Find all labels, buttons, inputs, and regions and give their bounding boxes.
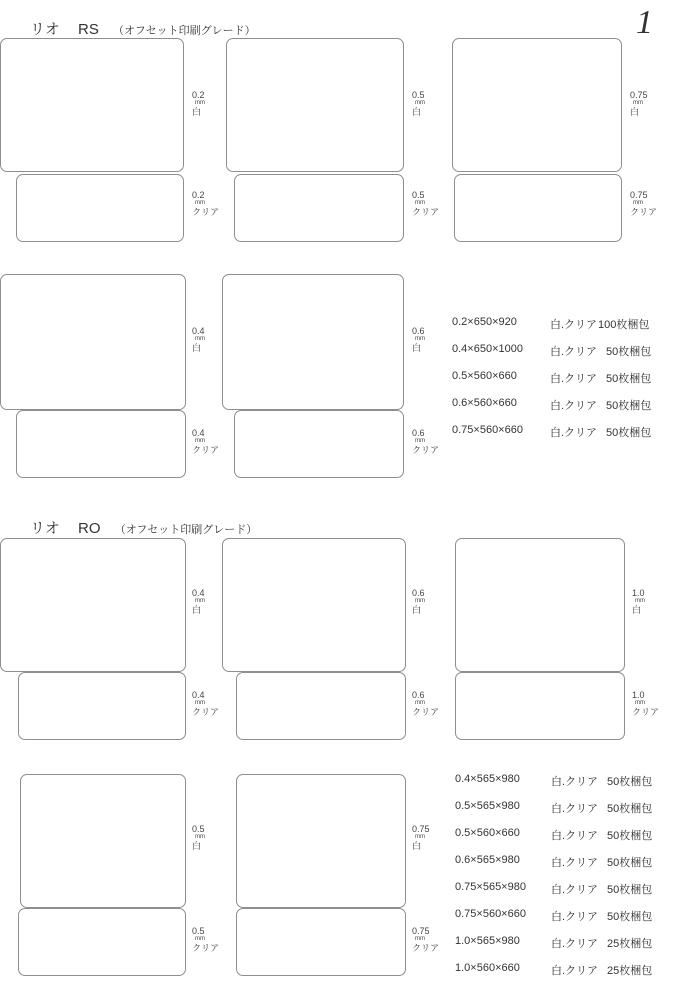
- spec-type: 白.クリア: [551, 965, 599, 977]
- spec-type: 白.クリア: [551, 776, 599, 788]
- sample-swatch-clear: [236, 672, 406, 740]
- spec-table-ro: [455, 773, 667, 989]
- thickness-label: 0.6 mm 白: [412, 588, 425, 616]
- spec-type: 白.クリア: [550, 427, 598, 439]
- sample-swatch-white: [455, 538, 625, 672]
- spec-size: 0.75×560×660: [452, 424, 523, 436]
- spec-type: 白.クリア: [551, 938, 599, 950]
- sample-swatch-clear: [234, 410, 404, 478]
- spec-table-rs: [452, 316, 664, 451]
- thickness-label: 0.5 mm 白: [412, 90, 425, 118]
- thickness-label: 0.5 mm クリア: [192, 926, 220, 954]
- spec-row: [455, 800, 667, 814]
- spec-size: 0.5×560×660: [455, 827, 520, 839]
- spec-row: [452, 424, 664, 438]
- grade-label: （オフセット印刷グレード）: [114, 524, 258, 536]
- thickness-label: 0.5 mm クリア: [412, 190, 440, 218]
- spec-type: 白.クリア: [550, 400, 598, 412]
- thickness-label: 0.6 mm クリア: [412, 428, 440, 456]
- sample-swatch-white: [222, 274, 404, 410]
- grade-label: （オフセット印刷グレード）: [113, 25, 256, 37]
- spec-pack: 50枚梱包: [607, 830, 653, 842]
- thickness-label: 0.5 mm 白: [192, 824, 205, 852]
- spec-row: [452, 343, 664, 357]
- sample-swatch-white: [0, 538, 186, 672]
- spec-pack: 50枚梱包: [606, 427, 652, 439]
- spec-type: 白.クリア: [551, 803, 599, 815]
- sample-swatch-clear: [236, 908, 406, 976]
- spec-size: 0.5×560×660: [452, 370, 517, 382]
- section-title-rs: [30, 18, 256, 39]
- spec-pack: 50枚梱包: [606, 400, 652, 412]
- sample-swatch-white: [452, 38, 622, 172]
- sample-swatch-clear: [234, 174, 404, 242]
- sample-swatch-clear: [455, 672, 625, 740]
- sample-swatch-clear: [16, 174, 184, 242]
- spec-row: [455, 962, 667, 976]
- sample-swatch-clear: [16, 410, 186, 478]
- spec-size: 1.0×560×660: [455, 962, 520, 974]
- brand-name: リオ: [30, 21, 60, 38]
- spec-pack: 25枚梱包: [607, 938, 653, 950]
- spec-row: [455, 935, 667, 949]
- sample-swatch-clear: [18, 672, 186, 740]
- spec-type: 白.クリア: [550, 319, 598, 331]
- spec-pack: 25枚梱包: [607, 965, 653, 977]
- thickness-label: 0.6 mm 白: [412, 326, 425, 354]
- spec-size: 0.4×650×1000: [452, 343, 523, 355]
- spec-size: 1.0×565×980: [455, 935, 520, 947]
- thickness-label: 0.75 mm クリア: [412, 926, 440, 954]
- spec-pack: 50枚梱包: [607, 776, 653, 788]
- thickness-label: 0.4 mm 白: [192, 588, 205, 616]
- thickness-label: 1.0 mm クリア: [632, 690, 660, 718]
- spec-size: 0.2×650×920: [452, 316, 517, 328]
- spec-row: [455, 827, 667, 841]
- spec-size: 0.5×565×980: [455, 800, 520, 812]
- spec-type: 白.クリア: [551, 884, 599, 896]
- thickness-label: 0.4 mm クリア: [192, 428, 220, 456]
- thickness-label: 0.4 mm クリア: [192, 690, 220, 718]
- thickness-label: 0.2 mm 白: [192, 90, 205, 118]
- series-name: RS: [78, 21, 99, 38]
- spec-pack: 50枚梱包: [607, 884, 653, 896]
- brand-name: リオ: [30, 520, 60, 537]
- spec-type: 白.クリア: [551, 857, 599, 869]
- spec-row: [455, 881, 667, 895]
- page-number: 1: [636, 4, 653, 41]
- spec-size: 0.4×565×980: [455, 773, 520, 785]
- spec-row: [455, 854, 667, 868]
- spec-row: [452, 370, 664, 384]
- spec-pack: 100枚梱包: [598, 319, 650, 331]
- spec-size: 0.6×565×980: [455, 854, 520, 866]
- thickness-label: 0.75 mm 白: [412, 824, 430, 852]
- thickness-label: 0.75 mm クリア: [630, 190, 658, 218]
- spec-size: 0.6×560×660: [452, 397, 517, 409]
- sample-swatch-white: [0, 274, 186, 410]
- spec-row: [455, 908, 667, 922]
- spec-type: 白.クリア: [551, 911, 599, 923]
- sample-swatch-white: [226, 38, 404, 172]
- spec-pack: 50枚梱包: [607, 911, 653, 923]
- spec-row: [452, 316, 664, 330]
- spec-row: [452, 397, 664, 411]
- thickness-label: 0.6 mm クリア: [412, 690, 440, 718]
- spec-type: 白.クリア: [550, 373, 598, 385]
- sample-swatch-white: [20, 774, 186, 908]
- sample-swatch-clear: [454, 174, 622, 242]
- spec-pack: 50枚梱包: [607, 803, 653, 815]
- spec-pack: 50枚梱包: [606, 346, 652, 358]
- sample-swatch-white: [222, 538, 406, 672]
- thickness-label: 0.4 mm 白: [192, 326, 205, 354]
- thickness-label: 1.0 mm 白: [632, 588, 645, 616]
- spec-type: 白.クリア: [550, 346, 598, 358]
- section-title-ro: [30, 517, 257, 538]
- spec-type: 白.クリア: [551, 830, 599, 842]
- sample-swatch-clear: [18, 908, 186, 976]
- spec-row: [455, 773, 667, 787]
- spec-pack: 50枚梱包: [606, 373, 652, 385]
- thickness-label: 0.2 mm クリア: [192, 190, 220, 218]
- spec-size: 0.75×565×980: [455, 881, 526, 893]
- sample-swatch-white: [0, 38, 184, 172]
- spec-size: 0.75×560×660: [455, 908, 526, 920]
- spec-pack: 50枚梱包: [607, 857, 653, 869]
- sample-swatch-white: [236, 774, 406, 908]
- series-name: RO: [78, 520, 101, 537]
- thickness-label: 0.75 mm 白: [630, 90, 648, 118]
